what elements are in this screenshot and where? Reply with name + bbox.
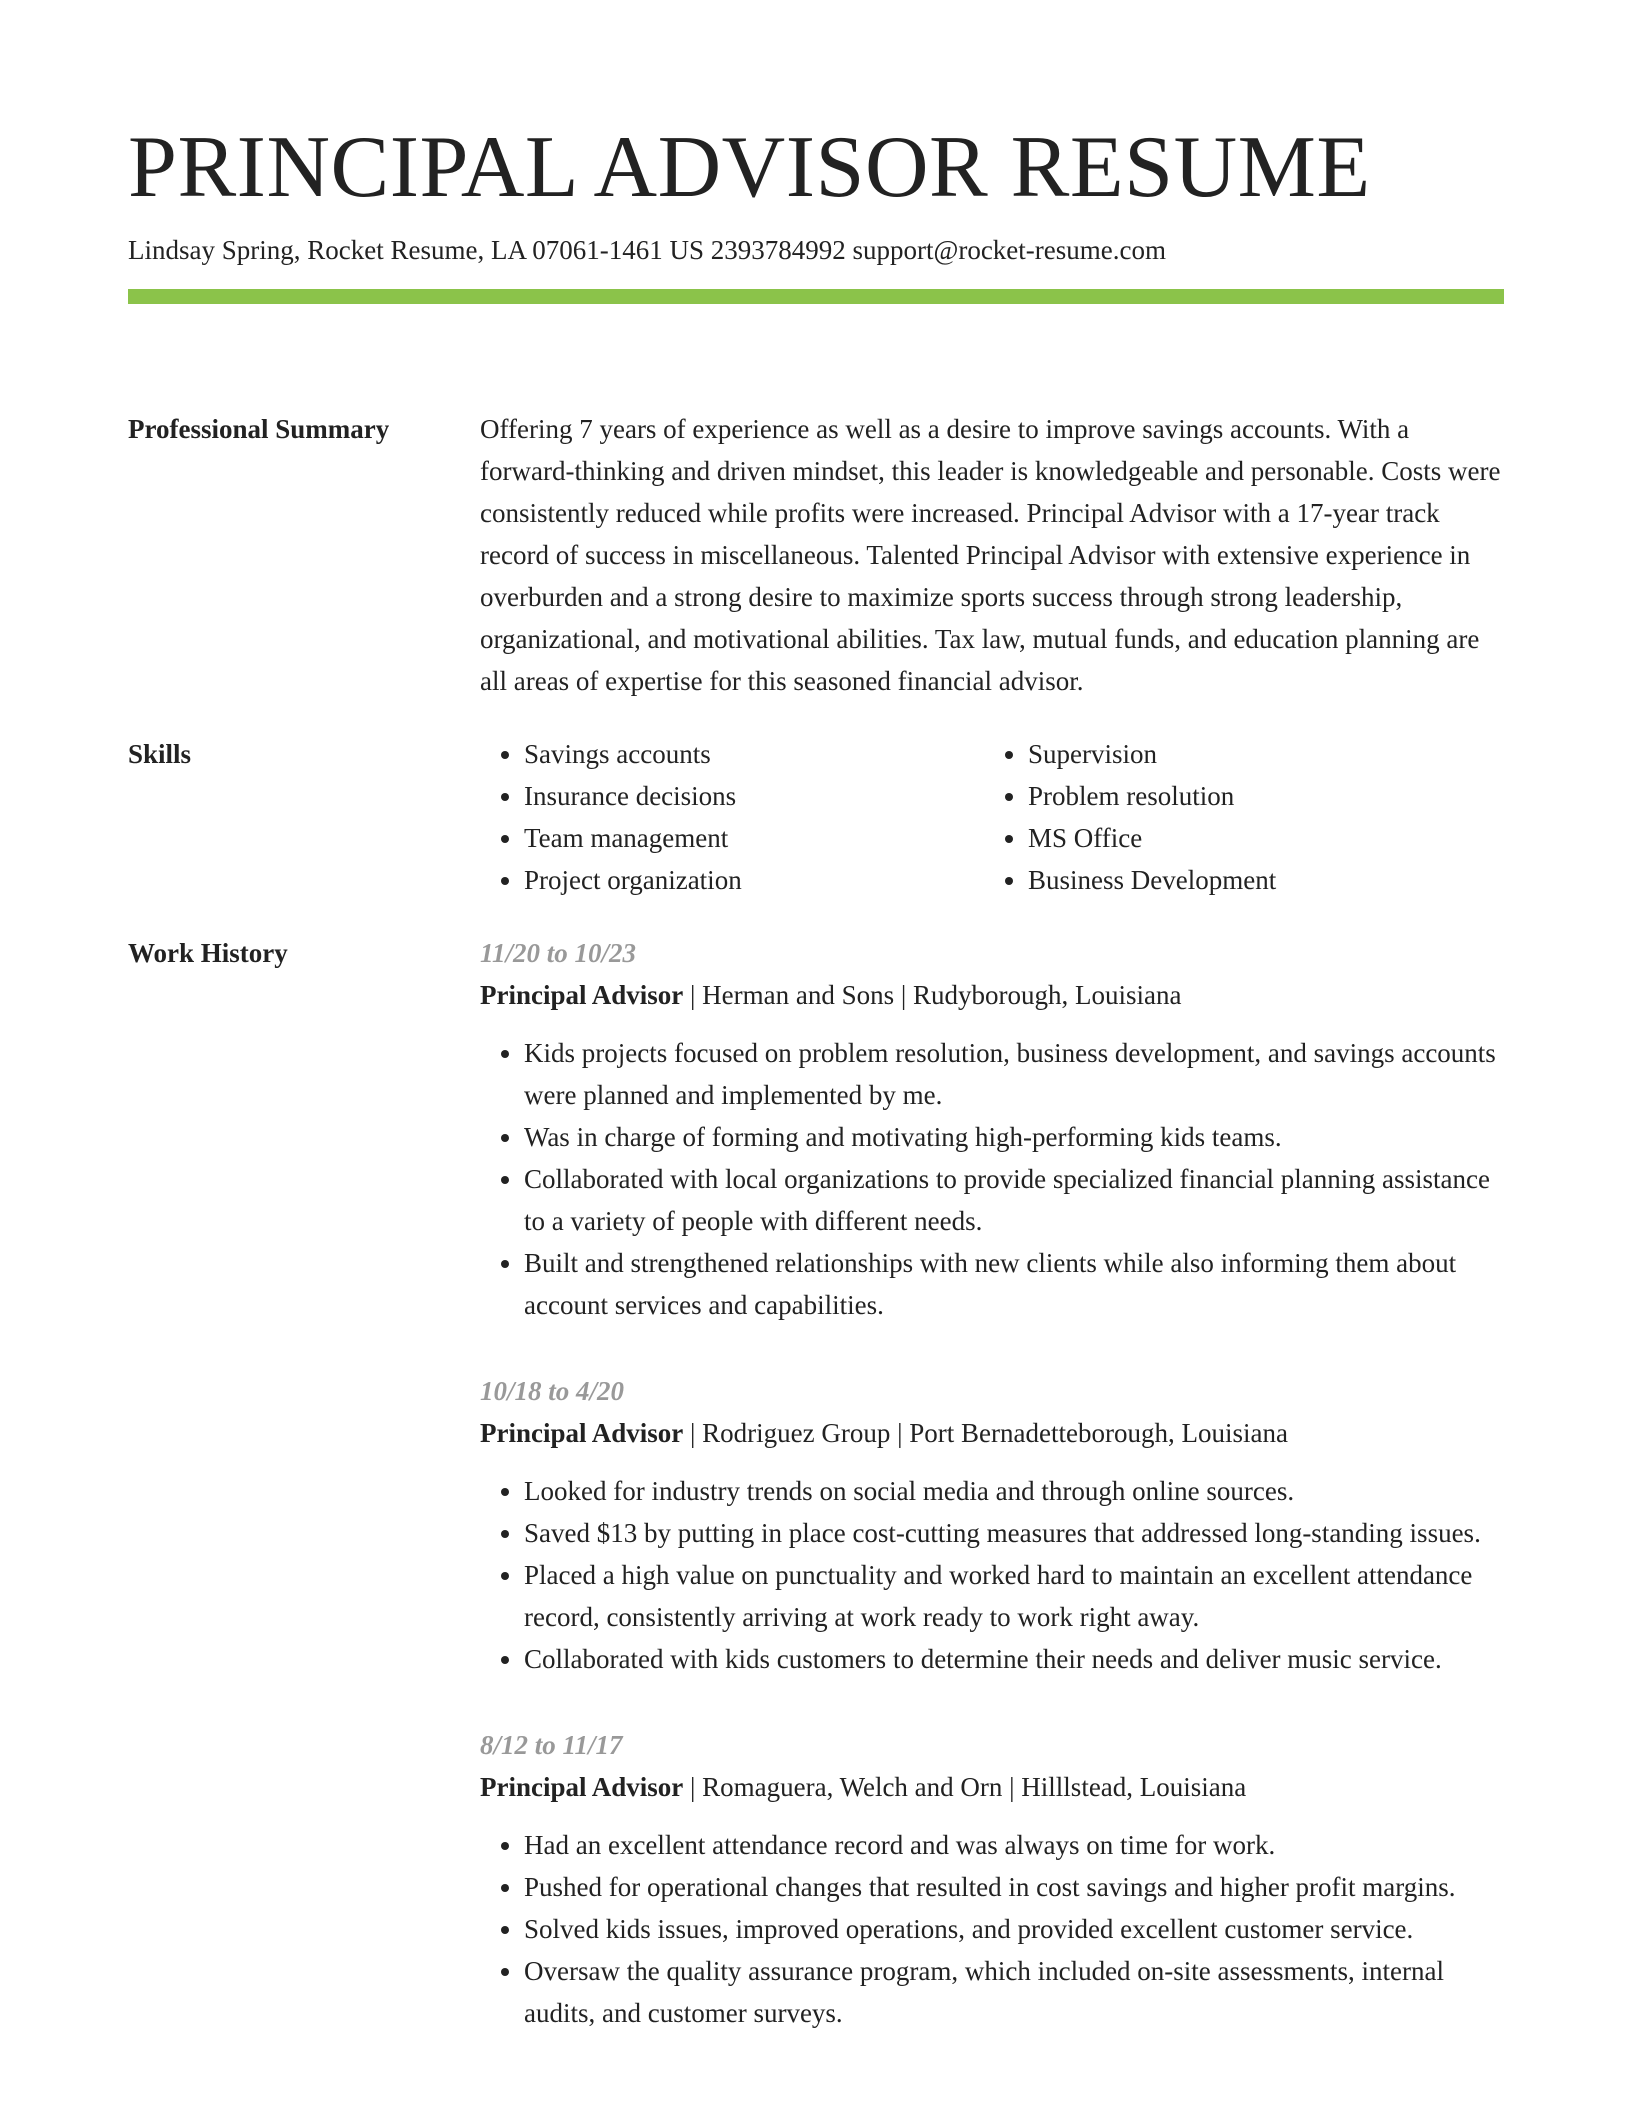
job-bullet: • Was in charge of forming and motivating high-performing kids teams. <box>524 1116 1504 1158</box>
contact-info: Lindsay Spring, Rocket Resume, LA 07061-1461 US 2393784992 support@rocket-resume.com <box>128 235 1166 265</box>
skills-section <box>128 733 1504 901</box>
job-date: 11/20 to 10/23 <box>480 938 637 968</box>
job-heading <box>480 1766 1504 1808</box>
job-bullet: • Pushed for operational changes that resulted in cost savings and higher profit margins. <box>524 1866 1504 1908</box>
job-bullets <box>480 1824 1504 2034</box>
job-bullet: • Collaborated with local organizations to provide specialized financial planning assistance to a variety of people with different needs. <box>524 1158 1504 1242</box>
skill-item: • Project organization <box>524 859 984 901</box>
job-details: | Herman and Sons | Rudyborough, Louisiana <box>683 980 1182 1010</box>
job-entry <box>480 1724 1504 2034</box>
job-title: Principal Advisor <box>480 1418 684 1448</box>
summary-text: Offering 7 years of experience as well as a desire to improve savings accounts. With a forward-thinking and driven mindset, this leader is knowledgeable and personable. Costs were consistently reduced while profits were increased. Principal Advisor with a 17-year track record of success in miscellaneous. Talented Principal Advisor with extensive experience in overburden and a strong desire to maximize sports success through strong leadership, organizational, and motivational abilities. Tax law, mutual funds, and education planning are all areas of expertise for this seasoned financial advisor. <box>480 414 1501 696</box>
job-bullets <box>480 1032 1504 1326</box>
job-details: | Romaguera, Welch and Orn | Hilllstead, Louisiana <box>683 1772 1247 1802</box>
job-details: | Rodriguez Group | Port Bernadetteborough, Louisiana <box>683 1418 1288 1448</box>
summary-label: Professional Summary <box>128 414 390 444</box>
skill-item: • Team management <box>524 817 984 859</box>
skill-item: • Supervision <box>1028 733 1488 775</box>
resume-title: PRINCIPAL ADVISOR RESUME <box>128 119 1371 216</box>
job-heading <box>480 1412 1504 1454</box>
skill-item: • Problem resolution <box>1028 775 1488 817</box>
job-entry <box>480 932 1504 1326</box>
job-bullet: • Saved $13 by putting in place cost-cutting measures that addressed long-standing issues. <box>524 1512 1504 1554</box>
job-entry <box>480 1370 1504 1680</box>
summary-section <box>128 408 1504 702</box>
job-bullet: • Kids projects focused on problem resolution, business development, and savings accounts were planned and implemented by me. <box>524 1032 1504 1116</box>
header-divider <box>128 289 1504 304</box>
job-bullet: • Built and strengthened relationships with new clients while also informing them about account services and capabilities. <box>524 1242 1504 1326</box>
skill-item: • Savings accounts <box>524 733 984 775</box>
job-heading <box>480 974 1504 1016</box>
skill-item: • MS Office <box>1028 817 1488 859</box>
job-bullet: • Solved kids issues, improved operations, and provided excellent customer service. <box>524 1908 1504 1950</box>
skill-item: • Business Development <box>1028 859 1488 901</box>
work-history-label: Work History <box>128 938 288 968</box>
job-bullet: • Oversaw the quality assurance program, which included on-site assessments, internal audits, and customer surveys. <box>524 1950 1504 2034</box>
skill-item: • Insurance decisions <box>524 775 984 817</box>
skills-label: Skills <box>128 739 192 769</box>
job-bullet: • Collaborated with kids customers to determine their needs and deliver music service. <box>524 1638 1504 1680</box>
skills-list-left <box>480 733 984 901</box>
job-title: Principal Advisor <box>480 1772 684 1802</box>
skills-list-right <box>984 733 1488 901</box>
job-bullets <box>480 1470 1504 1680</box>
job-bullet: • Placed a high value on punctuality and worked hard to maintain an excellent attendance record, consistently arriving at work ready to work right away. <box>524 1554 1504 1638</box>
job-date: 8/12 to 11/17 <box>480 1730 623 1760</box>
work-history-section <box>128 932 1504 2078</box>
job-bullet: • Looked for industry trends on social media and through online sources. <box>524 1470 1504 1512</box>
job-bullet: • Had an excellent attendance record and was always on time for work. <box>524 1824 1504 1866</box>
job-date: 10/18 to 4/20 <box>480 1376 625 1406</box>
job-title: Principal Advisor <box>480 980 684 1010</box>
